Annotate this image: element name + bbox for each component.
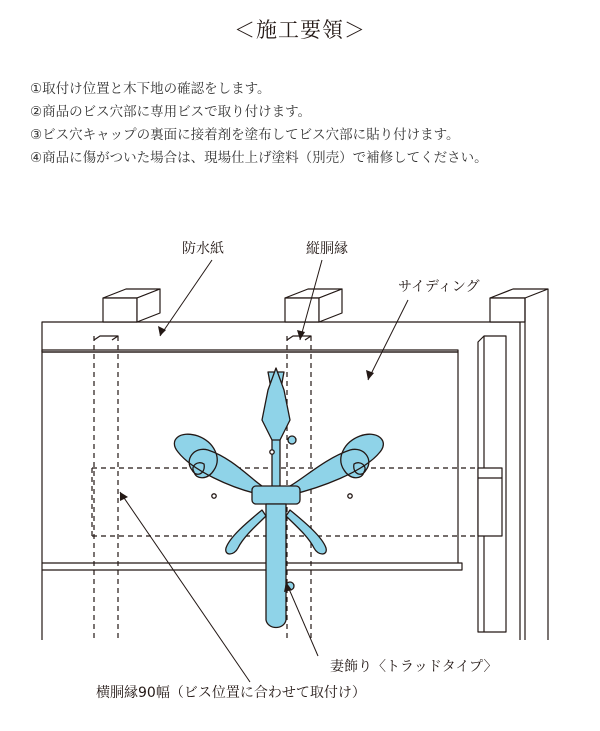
gable-ornament bbox=[174, 368, 383, 628]
page-title: ＜施工要領＞ bbox=[234, 18, 366, 42]
instruction-step: ④商品に傷がついた場合は、現場仕上げ塗料（別売）で補修してください。 bbox=[30, 150, 488, 166]
siding-board-upper bbox=[42, 350, 462, 570]
label-horizontal-furring: 横胴縁90幅（ビス位置に合わせて取付け） bbox=[96, 685, 366, 701]
label-siding: サイディング bbox=[398, 279, 480, 295]
label-vertical-furring: 縦胴縁 bbox=[306, 241, 348, 257]
label-waterproof-paper: 防水紙 bbox=[182, 241, 224, 257]
vertical-furring-post bbox=[94, 289, 160, 640]
instruction-step: ①取付け位置と木下地の確認をします。 bbox=[30, 81, 271, 97]
instruction-step: ②商品のビス穴部に専用ビスで取り付けます。 bbox=[30, 104, 312, 120]
instruction-step: ③ビス穴キャップの裏面に接着剤を塗布してビス穴部に貼り付けます。 bbox=[30, 127, 460, 143]
vertical-furring-post-right bbox=[478, 289, 548, 640]
label-gable-ornament: 妻飾り〈トラッドタイプ〉 bbox=[330, 659, 498, 675]
horizontal-furring-end bbox=[478, 468, 502, 536]
